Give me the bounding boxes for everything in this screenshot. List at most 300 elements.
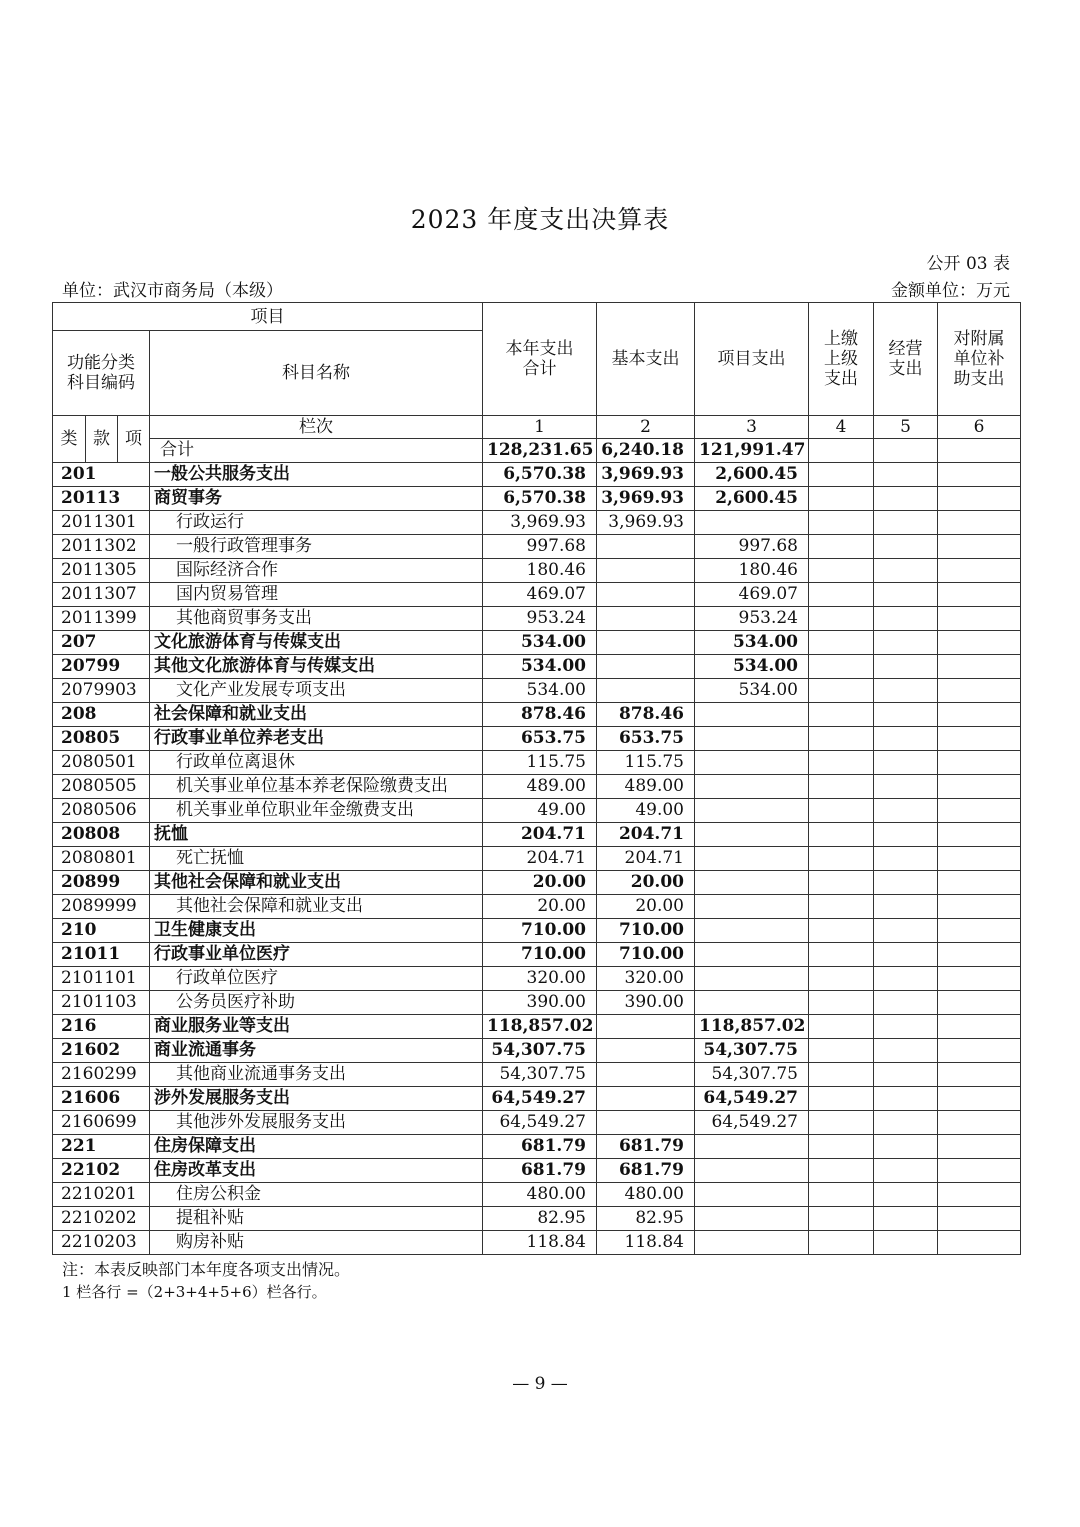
row-subject-name: 行政事业单位养老支出 bbox=[150, 727, 483, 751]
row-subject-name: 其他商业流通事务支出 bbox=[150, 1063, 483, 1087]
row-total: 653.75 bbox=[483, 727, 597, 751]
row-code: 207 bbox=[53, 631, 150, 655]
row-code: 210 bbox=[53, 919, 150, 943]
row-total: 480.00 bbox=[483, 1183, 597, 1207]
row-basic: 3,969.93 bbox=[597, 487, 695, 511]
row-code: 20808 bbox=[53, 823, 150, 847]
row-subject-name: 抚恤 bbox=[150, 823, 483, 847]
table-row bbox=[53, 943, 1021, 967]
row-business bbox=[874, 1039, 938, 1063]
row-project bbox=[695, 991, 809, 1015]
table-row bbox=[53, 1183, 1021, 1207]
row-upper bbox=[809, 559, 874, 583]
row-subsidiary bbox=[938, 967, 1021, 991]
row-subsidiary bbox=[938, 1111, 1021, 1135]
row-total: 489.00 bbox=[483, 775, 597, 799]
table-formula-note: 1 栏各行 =（2+3+4+5+6）栏各行。 bbox=[62, 1283, 327, 1301]
row-business bbox=[874, 559, 938, 583]
table-note: 注：本表反映部门本年度各项支出情况。 bbox=[62, 1260, 351, 1279]
table-row bbox=[53, 919, 1021, 943]
row-business bbox=[874, 1063, 938, 1087]
table-row bbox=[53, 1087, 1021, 1111]
row-project: 534.00 bbox=[695, 631, 809, 655]
row-basic: 204.71 bbox=[597, 823, 695, 847]
row-total: 180.46 bbox=[483, 559, 597, 583]
row-code: 2101103 bbox=[53, 991, 150, 1015]
header-subsidiary-line1: 对附属 bbox=[953, 329, 1005, 349]
row-subject-name: 文化旅游体育与传媒支出 bbox=[150, 631, 483, 655]
row-subsidiary bbox=[938, 511, 1021, 535]
row-basic bbox=[597, 1063, 695, 1087]
row-project bbox=[695, 943, 809, 967]
row-subsidiary bbox=[938, 751, 1021, 775]
row-business bbox=[874, 1111, 938, 1135]
row-total: 534.00 bbox=[483, 631, 597, 655]
col-number-1: 1 bbox=[483, 416, 597, 439]
row-code: 2080505 bbox=[53, 775, 150, 799]
table-row bbox=[53, 631, 1021, 655]
row-subsidiary bbox=[938, 559, 1021, 583]
row-basic: 681.79 bbox=[597, 1135, 695, 1159]
row-basic: 681.79 bbox=[597, 1159, 695, 1183]
row-project: 64,549.27 bbox=[695, 1111, 809, 1135]
row-project bbox=[695, 871, 809, 895]
row-basic: 20.00 bbox=[597, 895, 695, 919]
row-project bbox=[695, 727, 809, 751]
table-row bbox=[53, 799, 1021, 823]
row-code: 21011 bbox=[53, 943, 150, 967]
row-business bbox=[874, 511, 938, 535]
row-subject-name: 住房公积金 bbox=[150, 1183, 483, 1207]
header-business-line2: 支出 bbox=[888, 359, 923, 379]
row-total: 20.00 bbox=[483, 871, 597, 895]
row-total: 469.07 bbox=[483, 583, 597, 607]
row-upper bbox=[809, 463, 874, 487]
row-subsidiary bbox=[938, 799, 1021, 823]
row-subsidiary bbox=[938, 1087, 1021, 1111]
row-upper bbox=[809, 919, 874, 943]
row-upper bbox=[809, 1207, 874, 1231]
row-subject-name: 死亡抚恤 bbox=[150, 847, 483, 871]
row-subsidiary bbox=[938, 535, 1021, 559]
row-subsidiary bbox=[938, 703, 1021, 727]
row-basic bbox=[597, 535, 695, 559]
row-total: 681.79 bbox=[483, 1159, 597, 1183]
row-basic: 20.00 bbox=[597, 871, 695, 895]
row-business bbox=[874, 1135, 938, 1159]
header-basic: 基本支出 bbox=[597, 303, 695, 416]
row-code: 2089999 bbox=[53, 895, 150, 919]
row-upper bbox=[809, 799, 874, 823]
row-code: 21606 bbox=[53, 1087, 150, 1111]
header-upper-line3: 支出 bbox=[824, 369, 858, 389]
row-total: 204.71 bbox=[483, 847, 597, 871]
row-basic: 710.00 bbox=[597, 919, 695, 943]
row-upper bbox=[809, 655, 874, 679]
header-total bbox=[483, 303, 597, 416]
row-code: 2160299 bbox=[53, 1063, 150, 1087]
row-subject-name: 商贸事务 bbox=[150, 487, 483, 511]
row-upper bbox=[809, 583, 874, 607]
row-business bbox=[874, 1087, 938, 1111]
row-code: 2011305 bbox=[53, 559, 150, 583]
row-business bbox=[874, 583, 938, 607]
header-subject-name: 科目名称 bbox=[150, 331, 483, 416]
header-project-exp: 项目支出 bbox=[695, 303, 809, 416]
row-project bbox=[695, 799, 809, 823]
row-subsidiary bbox=[938, 607, 1021, 631]
row-upper bbox=[809, 751, 874, 775]
col-number-3: 3 bbox=[695, 416, 809, 439]
row-upper bbox=[809, 1087, 874, 1111]
table-row bbox=[53, 1159, 1021, 1183]
row-subject-name: 行政事业单位医疗 bbox=[150, 943, 483, 967]
row-code: 20899 bbox=[53, 871, 150, 895]
table-row bbox=[53, 775, 1021, 799]
header-xiang: 项 bbox=[118, 416, 150, 463]
row-total: 49.00 bbox=[483, 799, 597, 823]
row-basic: 480.00 bbox=[597, 1183, 695, 1207]
table-row bbox=[53, 727, 1021, 751]
row-subject-name: 一般公共服务支出 bbox=[150, 463, 483, 487]
row-subject-name: 国内贸易管理 bbox=[150, 583, 483, 607]
row-upper bbox=[809, 703, 874, 727]
row-total: 681.79 bbox=[483, 1135, 597, 1159]
table-row bbox=[53, 511, 1021, 535]
row-upper bbox=[809, 1063, 874, 1087]
row-code: 2011399 bbox=[53, 607, 150, 631]
header-func-code-line1: 功能分类 bbox=[67, 353, 135, 373]
row-project bbox=[695, 847, 809, 871]
row-basic: 82.95 bbox=[597, 1207, 695, 1231]
col-number-4: 4 bbox=[809, 416, 874, 439]
table-row bbox=[53, 823, 1021, 847]
row-subsidiary bbox=[938, 1231, 1021, 1255]
row-business bbox=[874, 991, 938, 1015]
row-business bbox=[874, 607, 938, 631]
total-basic: 6,240.18 bbox=[597, 439, 695, 463]
row-basic: 710.00 bbox=[597, 943, 695, 967]
row-code: 2011301 bbox=[53, 511, 150, 535]
row-basic: 3,969.93 bbox=[597, 463, 695, 487]
row-total: 204.71 bbox=[483, 823, 597, 847]
row-subject-name: 住房改革支出 bbox=[150, 1159, 483, 1183]
row-subject-name: 行政运行 bbox=[150, 511, 483, 535]
row-basic: 115.75 bbox=[597, 751, 695, 775]
row-code: 2210203 bbox=[53, 1231, 150, 1255]
row-code: 216 bbox=[53, 1015, 150, 1039]
row-project bbox=[695, 823, 809, 847]
row-basic: 489.00 bbox=[597, 775, 695, 799]
table-row bbox=[53, 847, 1021, 871]
row-total: 878.46 bbox=[483, 703, 597, 727]
col-number-6: 6 bbox=[938, 416, 1021, 439]
row-subsidiary bbox=[938, 895, 1021, 919]
row-upper bbox=[809, 1159, 874, 1183]
header-func-code bbox=[53, 331, 150, 416]
row-project bbox=[695, 967, 809, 991]
total-sum: 128,231.65 bbox=[483, 439, 597, 463]
header-business-line1: 经营 bbox=[888, 339, 923, 359]
row-total: 534.00 bbox=[483, 655, 597, 679]
row-total: 6,570.38 bbox=[483, 487, 597, 511]
row-basic bbox=[597, 631, 695, 655]
total-subsidiary bbox=[938, 439, 1021, 463]
row-project: 64,549.27 bbox=[695, 1087, 809, 1111]
row-upper bbox=[809, 1135, 874, 1159]
row-total: 64,549.27 bbox=[483, 1087, 597, 1111]
row-subject-name: 其他商贸事务支出 bbox=[150, 607, 483, 631]
row-subject-name: 卫生健康支出 bbox=[150, 919, 483, 943]
row-project bbox=[695, 775, 809, 799]
row-project bbox=[695, 511, 809, 535]
table-row bbox=[53, 895, 1021, 919]
row-code: 20113 bbox=[53, 487, 150, 511]
row-subject-name: 机关事业单位职业年金缴费支出 bbox=[150, 799, 483, 823]
row-code: 2011302 bbox=[53, 535, 150, 559]
row-upper bbox=[809, 943, 874, 967]
row-code: 208 bbox=[53, 703, 150, 727]
row-subsidiary bbox=[938, 631, 1021, 655]
row-upper bbox=[809, 1231, 874, 1255]
table-row bbox=[53, 1063, 1021, 1087]
row-project bbox=[695, 1231, 809, 1255]
row-upper bbox=[809, 871, 874, 895]
row-business bbox=[874, 1015, 938, 1039]
row-subject-name: 提租补贴 bbox=[150, 1207, 483, 1231]
col-number-5: 5 bbox=[874, 416, 938, 439]
row-code: 2079903 bbox=[53, 679, 150, 703]
table-row bbox=[53, 535, 1021, 559]
table-row bbox=[53, 871, 1021, 895]
row-upper bbox=[809, 511, 874, 535]
row-basic: 878.46 bbox=[597, 703, 695, 727]
row-basic: 118.84 bbox=[597, 1231, 695, 1255]
table-row bbox=[53, 655, 1021, 679]
row-upper bbox=[809, 823, 874, 847]
row-business bbox=[874, 655, 938, 679]
row-subsidiary bbox=[938, 775, 1021, 799]
table-row bbox=[53, 607, 1021, 631]
row-basic: 320.00 bbox=[597, 967, 695, 991]
table-row bbox=[53, 583, 1021, 607]
header-upper-line2: 上级 bbox=[824, 349, 858, 369]
row-code: 221 bbox=[53, 1135, 150, 1159]
row-business bbox=[874, 919, 938, 943]
row-code: 22102 bbox=[53, 1159, 150, 1183]
row-subject-name: 其他文化旅游体育与传媒支出 bbox=[150, 655, 483, 679]
row-subsidiary bbox=[938, 1207, 1021, 1231]
row-subsidiary bbox=[938, 583, 1021, 607]
row-total: 20.00 bbox=[483, 895, 597, 919]
row-upper bbox=[809, 775, 874, 799]
row-business bbox=[874, 1207, 938, 1231]
header-business bbox=[874, 303, 938, 416]
row-subsidiary bbox=[938, 1063, 1021, 1087]
row-business bbox=[874, 727, 938, 751]
row-basic bbox=[597, 1015, 695, 1039]
row-upper bbox=[809, 991, 874, 1015]
row-subsidiary bbox=[938, 823, 1021, 847]
header-subsidiary bbox=[938, 303, 1021, 416]
row-project: 534.00 bbox=[695, 655, 809, 679]
row-total: 82.95 bbox=[483, 1207, 597, 1231]
row-subject-name: 一般行政管理事务 bbox=[150, 535, 483, 559]
row-project bbox=[695, 1135, 809, 1159]
row-basic: 3,969.93 bbox=[597, 511, 695, 535]
row-subsidiary bbox=[938, 943, 1021, 967]
row-business bbox=[874, 895, 938, 919]
row-subject-name: 购房补贴 bbox=[150, 1231, 483, 1255]
row-code: 2160699 bbox=[53, 1111, 150, 1135]
table-row bbox=[53, 463, 1021, 487]
table-row bbox=[53, 1135, 1021, 1159]
row-code: 2080506 bbox=[53, 799, 150, 823]
row-code: 2011307 bbox=[53, 583, 150, 607]
total-label: 合计 bbox=[150, 439, 483, 463]
row-code: 2080501 bbox=[53, 751, 150, 775]
table-row bbox=[53, 751, 1021, 775]
row-upper bbox=[809, 679, 874, 703]
row-total: 953.24 bbox=[483, 607, 597, 631]
row-subject-name: 商业流通事务 bbox=[150, 1039, 483, 1063]
row-business bbox=[874, 679, 938, 703]
row-subject-name: 其他社会保障和就业支出 bbox=[150, 895, 483, 919]
row-total: 710.00 bbox=[483, 919, 597, 943]
table-row bbox=[53, 967, 1021, 991]
header-func-code-line2: 科目编码 bbox=[67, 373, 135, 393]
row-total: 997.68 bbox=[483, 535, 597, 559]
row-business bbox=[874, 799, 938, 823]
table-row bbox=[53, 1039, 1021, 1063]
row-subsidiary bbox=[938, 1183, 1021, 1207]
row-subsidiary bbox=[938, 991, 1021, 1015]
row-subject-name: 住房保障支出 bbox=[150, 1135, 483, 1159]
row-total: 118.84 bbox=[483, 1231, 597, 1255]
row-business bbox=[874, 967, 938, 991]
row-business bbox=[874, 943, 938, 967]
row-business bbox=[874, 847, 938, 871]
row-basic bbox=[597, 607, 695, 631]
row-project bbox=[695, 1183, 809, 1207]
row-subsidiary bbox=[938, 847, 1021, 871]
row-upper bbox=[809, 607, 874, 631]
row-code: 20805 bbox=[53, 727, 150, 751]
row-project bbox=[695, 1207, 809, 1231]
table-row bbox=[53, 487, 1021, 511]
table-row bbox=[53, 991, 1021, 1015]
header-total-line1: 本年支出 bbox=[505, 339, 574, 359]
row-project: 469.07 bbox=[695, 583, 809, 607]
col-number-2: 2 bbox=[597, 416, 695, 439]
row-subsidiary bbox=[938, 679, 1021, 703]
row-total: 54,307.75 bbox=[483, 1063, 597, 1087]
row-basic bbox=[597, 1039, 695, 1063]
row-subsidiary bbox=[938, 1015, 1021, 1039]
row-business bbox=[874, 751, 938, 775]
reporting-unit: 单位：武汉市商务局（本级） bbox=[62, 281, 283, 301]
row-project bbox=[695, 1159, 809, 1183]
row-project bbox=[695, 919, 809, 943]
row-subject-name: 其他社会保障和就业支出 bbox=[150, 871, 483, 895]
row-project: 997.68 bbox=[695, 535, 809, 559]
row-basic: 49.00 bbox=[597, 799, 695, 823]
header-subsidiary-line3: 助支出 bbox=[953, 369, 1005, 389]
table-row bbox=[53, 703, 1021, 727]
row-total: 6,570.38 bbox=[483, 463, 597, 487]
row-business bbox=[874, 1159, 938, 1183]
page-number: — 9 — bbox=[512, 1374, 568, 1394]
row-subsidiary bbox=[938, 919, 1021, 943]
header-kuan: 款 bbox=[86, 416, 118, 463]
row-basic bbox=[597, 655, 695, 679]
row-code: 21602 bbox=[53, 1039, 150, 1063]
row-business bbox=[874, 463, 938, 487]
row-subject-name: 公务员医疗补助 bbox=[150, 991, 483, 1015]
header-total-line2: 合计 bbox=[522, 359, 557, 379]
row-project bbox=[695, 751, 809, 775]
table-row bbox=[53, 1015, 1021, 1039]
row-total: 710.00 bbox=[483, 943, 597, 967]
row-project bbox=[695, 703, 809, 727]
header-upper-line1: 上缴 bbox=[824, 329, 858, 349]
row-business bbox=[874, 775, 938, 799]
table-row bbox=[53, 679, 1021, 703]
row-business bbox=[874, 535, 938, 559]
row-business bbox=[874, 703, 938, 727]
row-business bbox=[874, 487, 938, 511]
row-total: 390.00 bbox=[483, 991, 597, 1015]
table-row bbox=[53, 1207, 1021, 1231]
row-project: 54,307.75 bbox=[695, 1039, 809, 1063]
row-upper bbox=[809, 631, 874, 655]
header-project: 项目 bbox=[53, 303, 483, 331]
row-upper bbox=[809, 967, 874, 991]
row-business bbox=[874, 1183, 938, 1207]
row-subsidiary bbox=[938, 727, 1021, 751]
row-code: 2210201 bbox=[53, 1183, 150, 1207]
row-total: 54,307.75 bbox=[483, 1039, 597, 1063]
row-upper bbox=[809, 847, 874, 871]
header-upper bbox=[809, 303, 874, 416]
row-subsidiary bbox=[938, 463, 1021, 487]
money-unit: 金额单位：万元 bbox=[891, 281, 1010, 301]
table-row bbox=[53, 559, 1021, 583]
row-subject-name: 社会保障和就业支出 bbox=[150, 703, 483, 727]
row-subject-name: 行政单位医疗 bbox=[150, 967, 483, 991]
row-basic: 390.00 bbox=[597, 991, 695, 1015]
row-code: 2080801 bbox=[53, 847, 150, 871]
row-total: 320.00 bbox=[483, 967, 597, 991]
row-subject-name: 行政单位离退休 bbox=[150, 751, 483, 775]
row-project: 953.24 bbox=[695, 607, 809, 631]
row-upper bbox=[809, 1183, 874, 1207]
row-subsidiary bbox=[938, 655, 1021, 679]
row-project: 118,857.02 bbox=[695, 1015, 809, 1039]
row-subsidiary bbox=[938, 1135, 1021, 1159]
row-upper bbox=[809, 1015, 874, 1039]
form-number: 公开 03 表 bbox=[926, 254, 1010, 274]
row-code: 201 bbox=[53, 463, 150, 487]
row-total: 3,969.93 bbox=[483, 511, 597, 535]
row-basic: 204.71 bbox=[597, 847, 695, 871]
row-project: 54,307.75 bbox=[695, 1063, 809, 1087]
row-total: 118,857.02 bbox=[483, 1015, 597, 1039]
row-subsidiary bbox=[938, 1159, 1021, 1183]
header-subsidiary-line2: 单位补 bbox=[953, 349, 1005, 369]
row-basic bbox=[597, 679, 695, 703]
row-business bbox=[874, 871, 938, 895]
